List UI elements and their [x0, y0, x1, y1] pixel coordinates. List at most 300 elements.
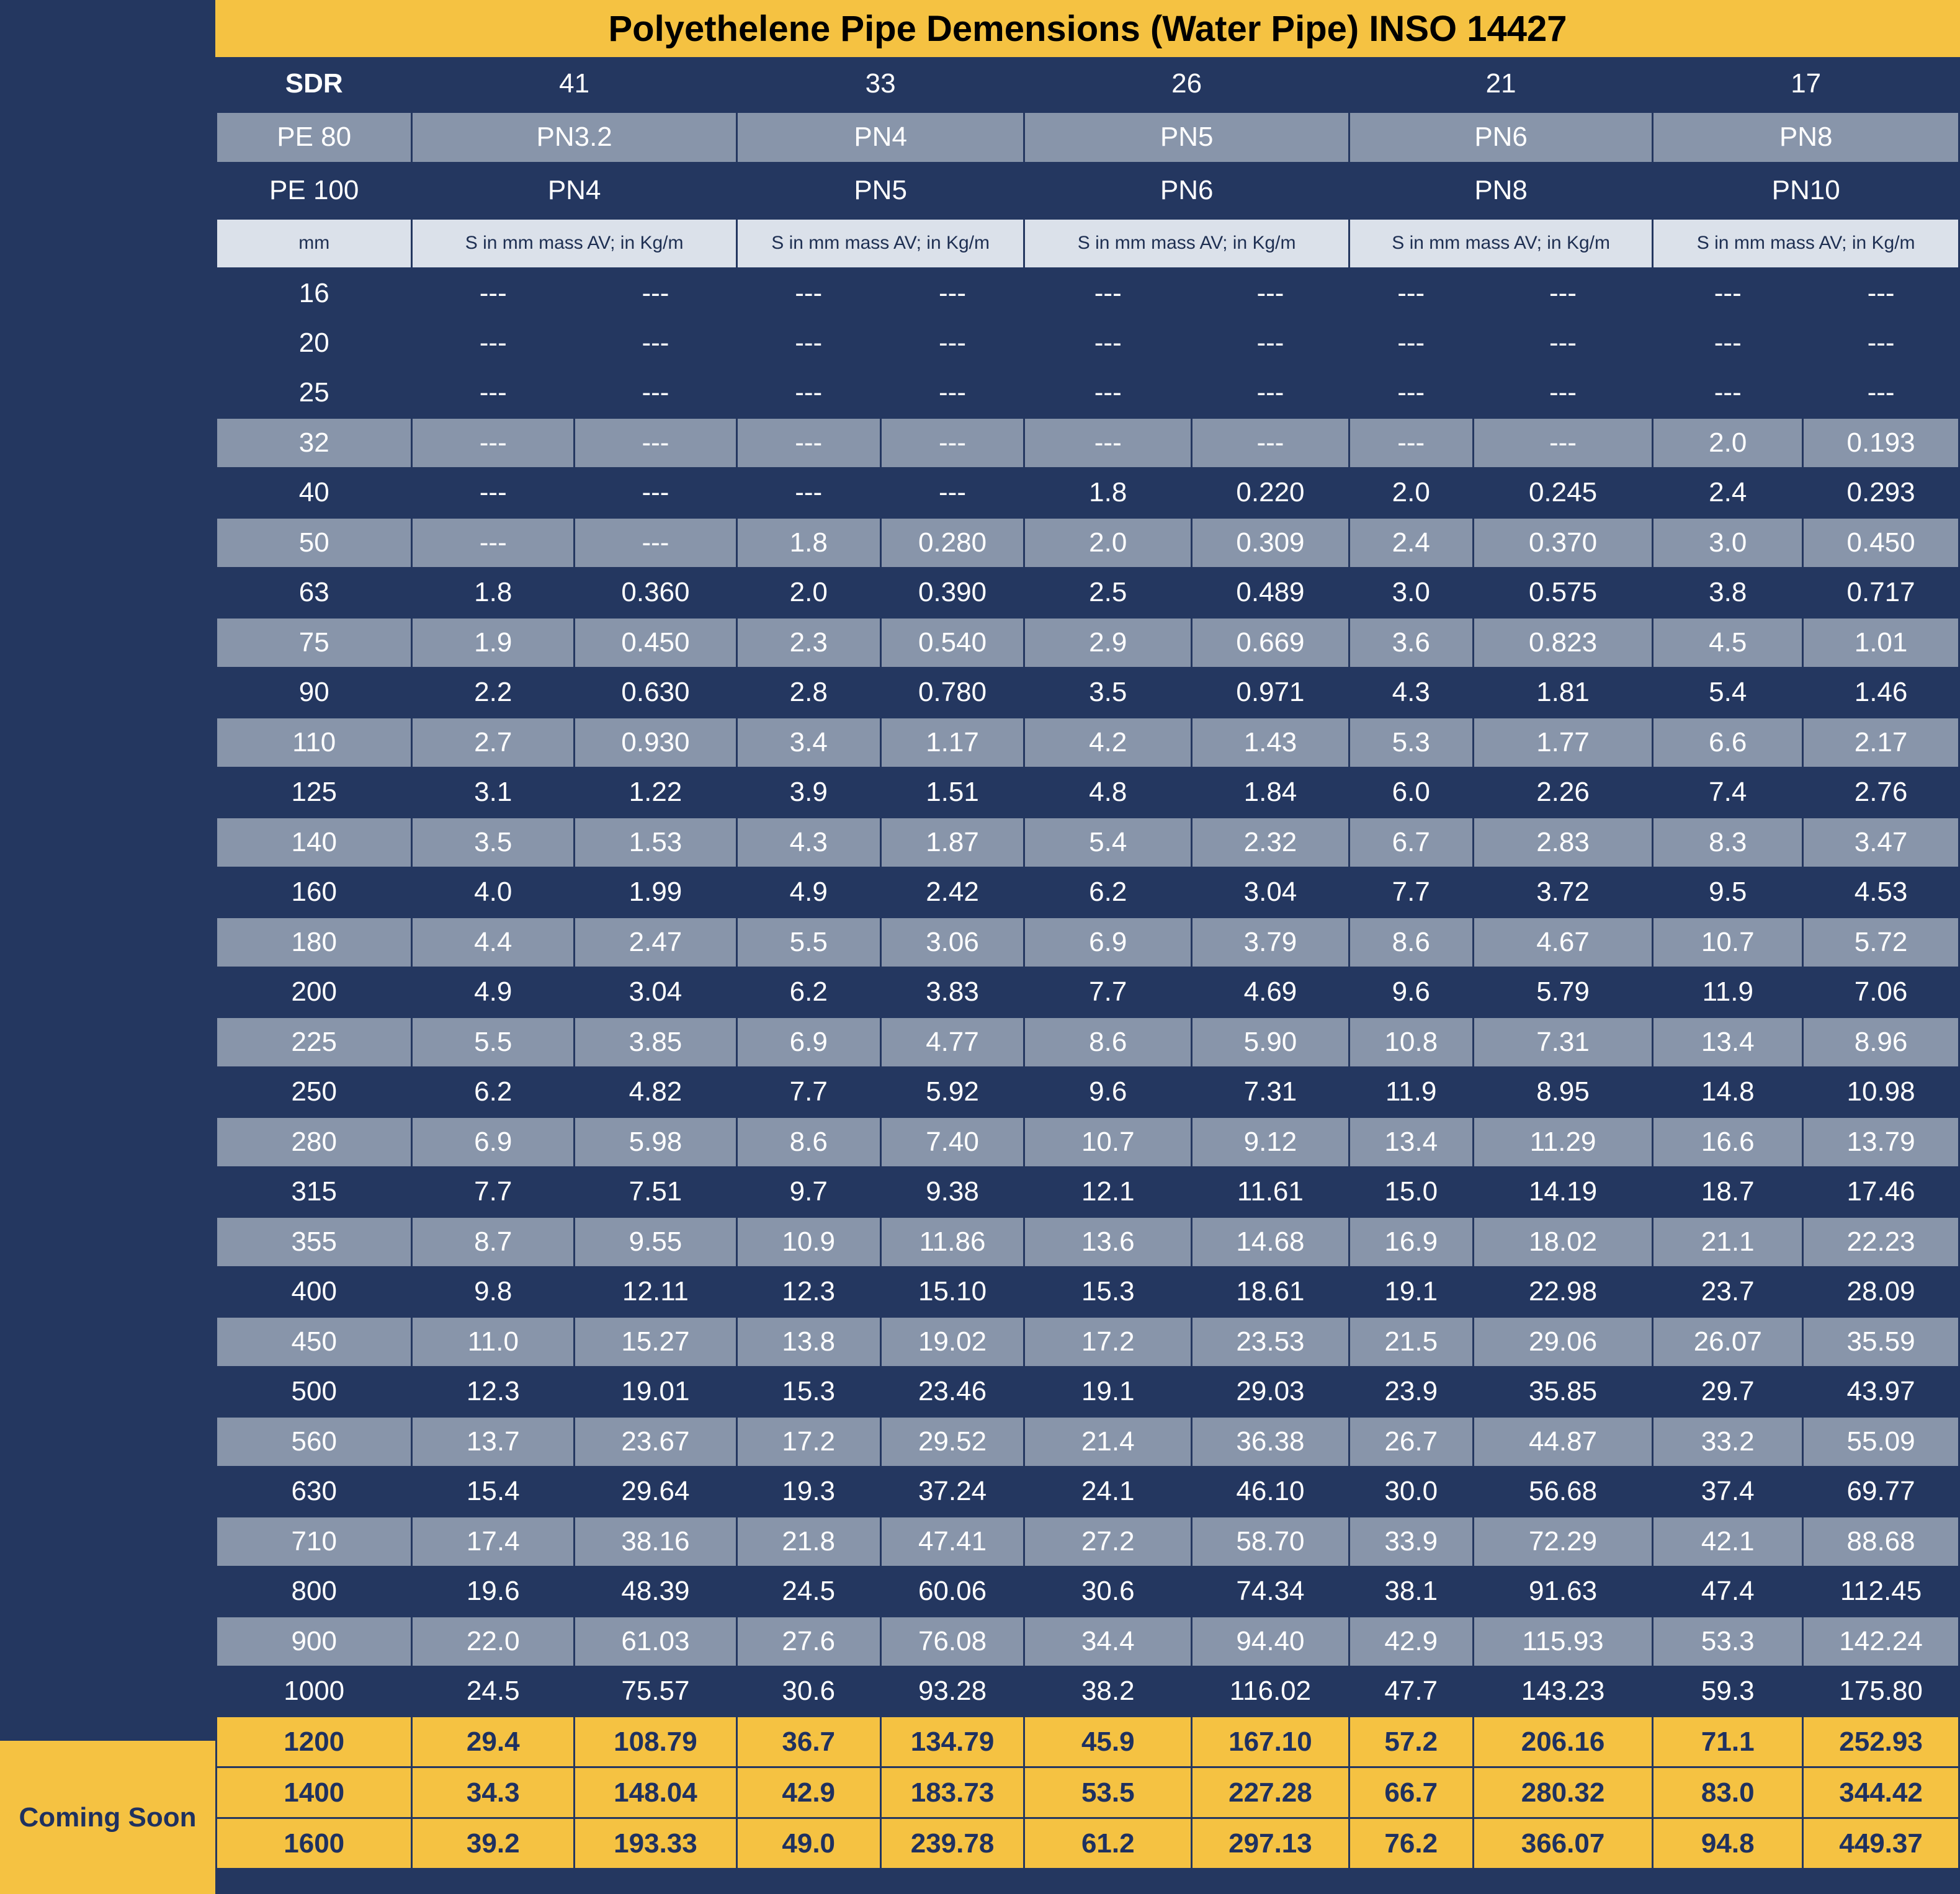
mass-cell: 3.83 — [880, 967, 1024, 1017]
units-header: S in mm mass AV; in Kg/m — [412, 218, 736, 268]
wall-thickness-cell: 4.5 — [1653, 618, 1803, 668]
mass-cell: 3.06 — [880, 918, 1024, 968]
wall-thickness-cell: 38.2 — [1024, 1666, 1192, 1717]
mass-cell: --- — [1473, 368, 1653, 418]
wall-thickness-cell: 45.9 — [1024, 1717, 1192, 1767]
mass-cell: 5.72 — [1803, 918, 1959, 968]
mass-cell: 48.39 — [575, 1566, 737, 1617]
wall-thickness-cell: 1.8 — [412, 568, 575, 618]
mass-cell: 0.390 — [880, 568, 1024, 618]
mass-cell: --- — [880, 268, 1024, 318]
wall-thickness-cell: --- — [412, 518, 575, 568]
pe80-row — [217, 112, 1959, 163]
sdr-row — [217, 57, 1959, 112]
wall-thickness-cell: 24.1 — [1024, 1467, 1192, 1517]
diameter-cell: 25 — [217, 368, 412, 418]
wall-thickness-cell: 13.7 — [412, 1417, 575, 1467]
wall-thickness-cell: 15.4 — [412, 1467, 575, 1517]
wall-thickness-cell: 38.1 — [1349, 1566, 1473, 1617]
units-row — [217, 218, 1959, 268]
wall-thickness-cell: 4.8 — [1024, 767, 1192, 818]
mass-cell: 5.90 — [1192, 1017, 1349, 1068]
pe100-value: PN8 — [1349, 163, 1653, 218]
wall-thickness-cell: 23.7 — [1653, 1267, 1803, 1317]
wall-thickness-cell: 6.2 — [412, 1067, 575, 1117]
wall-thickness-cell: 4.2 — [1024, 718, 1192, 768]
mass-cell: 112.45 — [1803, 1566, 1959, 1617]
wall-thickness-cell: 6.9 — [736, 1017, 880, 1068]
wall-thickness-cell: 53.3 — [1653, 1617, 1803, 1667]
diameter-cell: 1400 — [217, 1767, 412, 1818]
wall-thickness-cell: 5.4 — [1024, 818, 1192, 868]
diameter-cell: 40 — [217, 468, 412, 518]
table-row — [217, 1367, 1959, 1417]
mass-cell: 15.27 — [575, 1317, 737, 1367]
coming-soon-row — [217, 1767, 1959, 1818]
mass-cell: --- — [1192, 418, 1349, 468]
diameter-cell: 710 — [217, 1517, 412, 1567]
wall-thickness-cell: 24.5 — [412, 1666, 575, 1717]
mass-cell: 239.78 — [880, 1818, 1024, 1869]
wall-thickness-cell: 42.9 — [736, 1767, 880, 1818]
mass-cell: 1.43 — [1192, 718, 1349, 768]
mass-cell: 94.40 — [1192, 1617, 1349, 1667]
mass-cell: --- — [880, 468, 1024, 518]
mass-cell: 3.72 — [1473, 867, 1653, 918]
mass-cell: 148.04 — [575, 1767, 737, 1818]
mass-cell: 2.26 — [1473, 767, 1653, 818]
wall-thickness-cell: --- — [412, 468, 575, 518]
table-row — [217, 1117, 1959, 1168]
wall-thickness-cell: 23.9 — [1349, 1367, 1473, 1417]
wall-thickness-cell: 3.4 — [736, 718, 880, 768]
wall-thickness-cell: --- — [1349, 368, 1473, 418]
mass-cell: 11.86 — [880, 1217, 1024, 1267]
mass-cell: 23.67 — [575, 1417, 737, 1467]
mass-cell: --- — [575, 468, 737, 518]
mass-cell: 1.22 — [575, 767, 737, 818]
wall-thickness-cell: 30.6 — [1024, 1566, 1192, 1617]
wall-thickness-cell: 22.0 — [412, 1617, 575, 1667]
wall-thickness-cell: 21.4 — [1024, 1417, 1192, 1467]
table-row — [217, 668, 1959, 718]
wall-thickness-cell: 8.3 — [1653, 818, 1803, 868]
mass-cell: --- — [880, 418, 1024, 468]
wall-thickness-cell: 2.9 — [1024, 618, 1192, 668]
mass-cell: 3.47 — [1803, 818, 1959, 868]
mass-cell: --- — [1473, 268, 1653, 318]
mass-cell: 2.42 — [880, 867, 1024, 918]
diameter-cell: 1000 — [217, 1666, 412, 1717]
mass-cell: 1.17 — [880, 718, 1024, 768]
wall-thickness-cell: 2.7 — [412, 718, 575, 768]
mass-cell: 3.04 — [1192, 867, 1349, 918]
wall-thickness-cell: 21.5 — [1349, 1317, 1473, 1367]
table-row — [217, 1017, 1959, 1068]
mass-cell: 280.32 — [1473, 1767, 1653, 1818]
sdr-value: 17 — [1653, 57, 1959, 112]
wall-thickness-cell: 2.0 — [1349, 468, 1473, 518]
diameter-cell: 630 — [217, 1467, 412, 1517]
mass-cell: 0.489 — [1192, 568, 1349, 618]
mass-cell: 297.13 — [1192, 1818, 1349, 1869]
table-row — [217, 318, 1959, 369]
mass-cell: 9.38 — [880, 1167, 1024, 1217]
wall-thickness-cell: 12.1 — [1024, 1167, 1192, 1217]
mass-cell: --- — [1473, 318, 1653, 369]
wall-thickness-cell: 8.6 — [1024, 1017, 1192, 1068]
wall-thickness-cell: 47.4 — [1653, 1566, 1803, 1617]
pe80-value: PN4 — [736, 112, 1024, 163]
diameter-cell: 1200 — [217, 1717, 412, 1767]
wall-thickness-cell: 4.3 — [736, 818, 880, 868]
table-row — [217, 1566, 1959, 1617]
mass-cell: 116.02 — [1192, 1666, 1349, 1717]
wall-thickness-cell: 17.2 — [736, 1417, 880, 1467]
mass-cell: 69.77 — [1803, 1467, 1959, 1517]
mass-cell: 3.85 — [575, 1017, 737, 1068]
wall-thickness-cell: 29.4 — [412, 1717, 575, 1767]
mass-cell: 134.79 — [880, 1717, 1024, 1767]
wall-thickness-cell: 3.0 — [1349, 568, 1473, 618]
wall-thickness-cell: 19.6 — [412, 1566, 575, 1617]
wall-thickness-cell: 57.2 — [1349, 1717, 1473, 1767]
wall-thickness-cell: 19.1 — [1349, 1267, 1473, 1317]
wall-thickness-cell: 8.7 — [412, 1217, 575, 1267]
wall-thickness-cell: --- — [1024, 268, 1192, 318]
wall-thickness-cell: 13.4 — [1653, 1017, 1803, 1068]
mass-cell: 28.09 — [1803, 1267, 1959, 1317]
diameter-cell: 110 — [217, 718, 412, 768]
mass-cell: --- — [1192, 368, 1349, 418]
table-row — [217, 368, 1959, 418]
mass-cell: 7.31 — [1473, 1017, 1653, 1068]
wall-thickness-cell: 16.9 — [1349, 1217, 1473, 1267]
sdr-label: SDR — [217, 57, 412, 112]
mass-cell: 29.03 — [1192, 1367, 1349, 1417]
wall-thickness-cell: --- — [1653, 318, 1803, 369]
wall-thickness-cell: 11.9 — [1653, 967, 1803, 1017]
mass-cell: 19.01 — [575, 1367, 737, 1417]
mass-cell: 18.02 — [1473, 1217, 1653, 1267]
mass-cell: 0.575 — [1473, 568, 1653, 618]
wall-thickness-cell: 2.8 — [736, 668, 880, 718]
wall-thickness-cell: 59.3 — [1653, 1666, 1803, 1717]
wall-thickness-cell: 19.3 — [736, 1467, 880, 1517]
wall-thickness-cell: 34.4 — [1024, 1617, 1192, 1667]
mass-cell: 143.23 — [1473, 1666, 1653, 1717]
mass-cell: --- — [1473, 418, 1653, 468]
mass-cell: 4.53 — [1803, 867, 1959, 918]
wall-thickness-cell: --- — [1349, 268, 1473, 318]
diameter-cell: 50 — [217, 518, 412, 568]
mass-cell: --- — [1803, 318, 1959, 369]
mass-cell: 22.98 — [1473, 1267, 1653, 1317]
mass-cell: --- — [1192, 318, 1349, 369]
wall-thickness-cell: --- — [1653, 368, 1803, 418]
diameter-cell: 20 — [217, 318, 412, 369]
units-header: S in mm mass AV; in Kg/m — [1653, 218, 1959, 268]
mass-cell: 344.42 — [1803, 1767, 1959, 1818]
table-row — [217, 1067, 1959, 1117]
wall-thickness-cell: 9.8 — [412, 1267, 575, 1317]
mass-cell: 1.53 — [575, 818, 737, 868]
mass-cell: 17.46 — [1803, 1167, 1959, 1217]
mass-cell: 74.34 — [1192, 1566, 1349, 1617]
mass-cell: 0.193 — [1803, 418, 1959, 468]
wall-thickness-cell: --- — [412, 368, 575, 418]
mass-cell: 2.17 — [1803, 718, 1959, 768]
table-row — [217, 1267, 1959, 1317]
wall-thickness-cell: --- — [1024, 368, 1192, 418]
mass-cell: --- — [880, 318, 1024, 369]
mass-cell: 9.55 — [575, 1217, 737, 1267]
table-row — [217, 268, 1959, 318]
mass-cell: 7.51 — [575, 1167, 737, 1217]
wall-thickness-cell: 24.5 — [736, 1566, 880, 1617]
wall-thickness-cell: 1.8 — [1024, 468, 1192, 518]
wall-thickness-cell: 18.7 — [1653, 1167, 1803, 1217]
wall-thickness-cell: 11.9 — [1349, 1067, 1473, 1117]
wall-thickness-cell: 16.6 — [1653, 1117, 1803, 1168]
wall-thickness-cell: 27.6 — [736, 1617, 880, 1667]
wall-thickness-cell: 15.0 — [1349, 1167, 1473, 1217]
wall-thickness-cell: 5.5 — [736, 918, 880, 968]
wall-thickness-cell: 17.4 — [412, 1517, 575, 1567]
wall-thickness-cell: 9.5 — [1653, 867, 1803, 918]
table-row — [217, 618, 1959, 668]
wall-thickness-cell: 5.5 — [412, 1017, 575, 1068]
wall-thickness-cell: 26.07 — [1653, 1317, 1803, 1367]
wall-thickness-cell: 3.5 — [412, 818, 575, 868]
diameter-cell: 75 — [217, 618, 412, 668]
mass-cell: 115.93 — [1473, 1617, 1653, 1667]
diameter-cell: 500 — [217, 1367, 412, 1417]
mass-cell: 4.82 — [575, 1067, 737, 1117]
wall-thickness-cell: 3.5 — [1024, 668, 1192, 718]
pe80-label: PE 80 — [217, 112, 412, 163]
table-row — [217, 818, 1959, 868]
mass-cell: 0.220 — [1192, 468, 1349, 518]
mass-cell: 1.77 — [1473, 718, 1653, 768]
table-row — [217, 967, 1959, 1017]
wall-thickness-cell: 7.7 — [736, 1067, 880, 1117]
pe100-value: PN6 — [1024, 163, 1349, 218]
diameter-cell: 200 — [217, 967, 412, 1017]
mass-cell: --- — [1803, 368, 1959, 418]
wall-thickness-cell: 5.4 — [1653, 668, 1803, 718]
mass-cell: 93.28 — [880, 1666, 1024, 1717]
mass-cell: 29.06 — [1473, 1317, 1653, 1367]
mass-cell: 183.73 — [880, 1767, 1024, 1818]
mass-cell: 7.40 — [880, 1117, 1024, 1168]
wall-thickness-cell: 2.2 — [412, 668, 575, 718]
mass-cell: --- — [575, 418, 737, 468]
coming-soon-label: Coming Soon — [0, 1739, 215, 1894]
wall-thickness-cell: --- — [736, 468, 880, 518]
wall-thickness-cell: 29.7 — [1653, 1367, 1803, 1417]
mass-cell: 2.32 — [1192, 818, 1349, 868]
mass-cell: 19.02 — [880, 1317, 1024, 1367]
mass-cell: 227.28 — [1192, 1767, 1349, 1818]
mass-cell: 46.10 — [1192, 1467, 1349, 1517]
diameter-cell: 315 — [217, 1167, 412, 1217]
mass-cell: 38.16 — [575, 1517, 737, 1567]
wall-thickness-cell: 10.9 — [736, 1217, 880, 1267]
wall-thickness-cell: 2.3 — [736, 618, 880, 668]
wall-thickness-cell: 61.2 — [1024, 1818, 1192, 1869]
mass-cell: 44.87 — [1473, 1417, 1653, 1467]
pe100-label: PE 100 — [217, 163, 412, 218]
wall-thickness-cell: 3.6 — [1349, 618, 1473, 668]
mass-cell: 2.83 — [1473, 818, 1653, 868]
mass-cell: 14.19 — [1473, 1167, 1653, 1217]
table-row — [217, 468, 1959, 518]
mass-cell: --- — [575, 368, 737, 418]
mass-cell: 10.98 — [1803, 1067, 1959, 1117]
mass-cell: 13.79 — [1803, 1117, 1959, 1168]
wall-thickness-cell: 94.8 — [1653, 1818, 1803, 1869]
mass-cell: 12.11 — [575, 1267, 737, 1317]
pe100-value: PN5 — [736, 163, 1024, 218]
wall-thickness-cell: 4.3 — [1349, 668, 1473, 718]
pe80-value: PN6 — [1349, 112, 1653, 163]
diameter-cell: 125 — [217, 767, 412, 818]
wall-thickness-cell: 10.7 — [1653, 918, 1803, 968]
wall-thickness-cell: 5.3 — [1349, 718, 1473, 768]
left-sidebar — [0, 0, 215, 1739]
wall-thickness-cell: 39.2 — [412, 1818, 575, 1869]
coming-soon-row — [217, 1818, 1959, 1869]
mass-cell: 91.63 — [1473, 1566, 1653, 1617]
mass-cell: 5.98 — [575, 1117, 737, 1168]
mass-cell: 3.79 — [1192, 918, 1349, 968]
mass-cell: 1.01 — [1803, 618, 1959, 668]
pe100-value: PN4 — [412, 163, 736, 218]
wall-thickness-cell: 53.5 — [1024, 1767, 1192, 1818]
table-row — [217, 418, 1959, 468]
wall-thickness-cell: --- — [1349, 418, 1473, 468]
table-row — [217, 1666, 1959, 1717]
wall-thickness-cell: 2.0 — [736, 568, 880, 618]
mass-cell: 11.61 — [1192, 1167, 1349, 1217]
mass-cell: 37.24 — [880, 1467, 1024, 1517]
wall-thickness-cell: 13.4 — [1349, 1117, 1473, 1168]
mass-cell: 0.370 — [1473, 518, 1653, 568]
mass-cell: 4.67 — [1473, 918, 1653, 968]
pe80-value: PN3.2 — [412, 112, 736, 163]
mass-cell: 1.51 — [880, 767, 1024, 818]
mass-cell: --- — [575, 518, 737, 568]
wall-thickness-cell: 49.0 — [736, 1818, 880, 1869]
mass-cell: 43.97 — [1803, 1367, 1959, 1417]
wall-thickness-cell: --- — [1024, 318, 1192, 369]
mass-cell: 366.07 — [1473, 1818, 1653, 1869]
mass-cell: 175.80 — [1803, 1666, 1959, 1717]
wall-thickness-cell: 9.6 — [1024, 1067, 1192, 1117]
mass-cell: 60.06 — [880, 1566, 1024, 1617]
table-row — [217, 1167, 1959, 1217]
wall-thickness-cell: 4.0 — [412, 867, 575, 918]
wall-thickness-cell: 19.1 — [1024, 1367, 1192, 1417]
mass-cell: 0.280 — [880, 518, 1024, 568]
wall-thickness-cell: 6.0 — [1349, 767, 1473, 818]
mass-cell: 0.930 — [575, 718, 737, 768]
mass-cell: 9.12 — [1192, 1117, 1349, 1168]
diameter-cell: 225 — [217, 1017, 412, 1068]
table-row — [217, 518, 1959, 568]
wall-thickness-cell: 37.4 — [1653, 1467, 1803, 1517]
mass-cell: 55.09 — [1803, 1417, 1959, 1467]
wall-thickness-cell: 66.7 — [1349, 1767, 1473, 1818]
diameter-cell: 90 — [217, 668, 412, 718]
wall-thickness-cell: 9.6 — [1349, 967, 1473, 1017]
pe100-value: PN10 — [1653, 163, 1959, 218]
wall-thickness-cell: 42.1 — [1653, 1517, 1803, 1567]
mass-cell: 35.85 — [1473, 1367, 1653, 1417]
wall-thickness-cell: --- — [736, 268, 880, 318]
diameter-cell: 250 — [217, 1067, 412, 1117]
mass-cell: 15.10 — [880, 1267, 1024, 1317]
mass-cell: 142.24 — [1803, 1617, 1959, 1667]
wall-thickness-cell: --- — [736, 368, 880, 418]
pe100-row — [217, 163, 1959, 218]
wall-thickness-cell: 3.9 — [736, 767, 880, 818]
wall-thickness-cell: 21.8 — [736, 1517, 880, 1567]
mass-cell: 0.630 — [575, 668, 737, 718]
mass-cell: 2.76 — [1803, 767, 1959, 818]
mass-cell: 1.99 — [575, 867, 737, 918]
mass-cell: 14.68 — [1192, 1217, 1349, 1267]
wall-thickness-cell: 13.8 — [736, 1317, 880, 1367]
mass-cell: 5.79 — [1473, 967, 1653, 1017]
wall-thickness-cell: 7.7 — [1024, 967, 1192, 1017]
mass-cell: 8.96 — [1803, 1017, 1959, 1068]
wall-thickness-cell: 14.8 — [1653, 1067, 1803, 1117]
mass-cell: 252.93 — [1803, 1717, 1959, 1767]
mass-cell: 35.59 — [1803, 1317, 1959, 1367]
diameter-cell: 450 — [217, 1317, 412, 1367]
mass-cell: 11.29 — [1473, 1117, 1653, 1168]
units-label: mm — [217, 218, 412, 268]
wall-thickness-cell: 12.3 — [736, 1267, 880, 1317]
mass-cell: 206.16 — [1473, 1717, 1653, 1767]
diameter-cell: 400 — [217, 1267, 412, 1317]
mass-cell: 0.293 — [1803, 468, 1959, 518]
diameter-cell: 900 — [217, 1617, 412, 1667]
sdr-value: 41 — [412, 57, 736, 112]
mass-cell: 7.31 — [1192, 1067, 1349, 1117]
mass-cell: 1.84 — [1192, 767, 1349, 818]
mass-cell: --- — [880, 368, 1024, 418]
mass-cell: 193.33 — [575, 1818, 737, 1869]
mass-cell: --- — [1803, 268, 1959, 318]
wall-thickness-cell: 6.2 — [736, 967, 880, 1017]
wall-thickness-cell: 1.8 — [736, 518, 880, 568]
wall-thickness-cell: 71.1 — [1653, 1717, 1803, 1767]
pipe-dimensions-table — [215, 57, 1960, 1870]
wall-thickness-cell: --- — [1024, 418, 1192, 468]
table-row — [217, 1467, 1959, 1517]
wall-thickness-cell: 10.7 — [1024, 1117, 1192, 1168]
wall-thickness-cell: 8.6 — [1349, 918, 1473, 968]
mass-cell: 22.23 — [1803, 1217, 1959, 1267]
mass-cell: 0.309 — [1192, 518, 1349, 568]
wall-thickness-cell: 2.4 — [1349, 518, 1473, 568]
wall-thickness-cell: 15.3 — [1024, 1267, 1192, 1317]
wall-thickness-cell: 2.5 — [1024, 568, 1192, 618]
pe80-value: PN5 — [1024, 112, 1349, 163]
